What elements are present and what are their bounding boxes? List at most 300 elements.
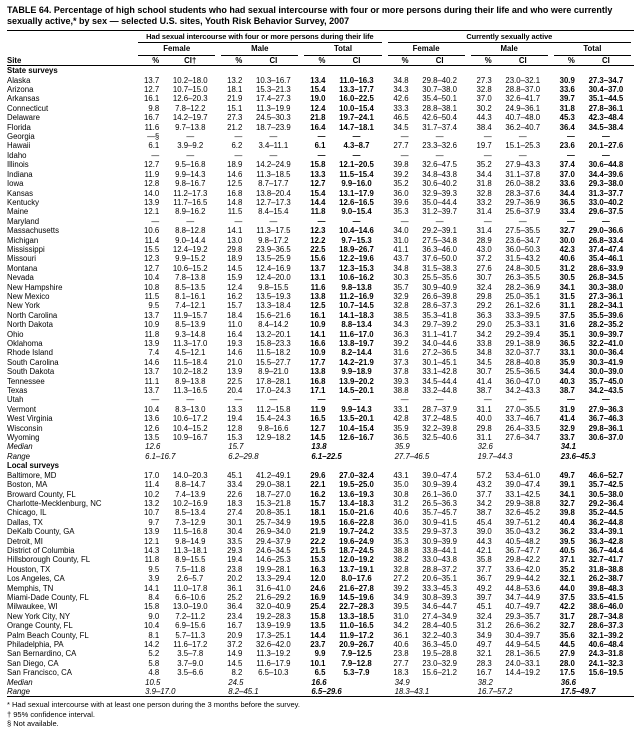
- value-cell: 35.2–44.5: [588, 508, 624, 518]
- value-cell: 30.4: [227, 527, 243, 537]
- value-cell: 8.4–14.2: [258, 320, 289, 330]
- table-row: [7, 123, 634, 132]
- value-cell: 12.4–19.2: [172, 244, 208, 254]
- site-cell: Miami-Dade County, FL: [7, 592, 89, 602]
- site-cell: West Virginia: [7, 414, 53, 424]
- value-cell: 28.8–37.2: [422, 564, 457, 574]
- value-cell: 12.0: [310, 574, 326, 584]
- value-cell: 26.3–35.5: [505, 273, 541, 283]
- value-cell: 38.6–46.0: [588, 602, 624, 612]
- summary-value: 16.6: [311, 677, 327, 687]
- value-cell: 13.7: [310, 263, 326, 273]
- value-cell: 29.8–36.1: [588, 423, 624, 433]
- value-cell: 12.7: [144, 85, 160, 95]
- value-cell: 34.5–38.4: [588, 122, 624, 132]
- value-cell: 31.2: [476, 621, 492, 631]
- value-cell: 15.6: [310, 254, 326, 264]
- group-header-row: [7, 31, 634, 44]
- value-cell: 13.1–17.9: [339, 188, 374, 198]
- value-cell: 29.2–39.4: [505, 329, 541, 339]
- value-cell: 32.7: [559, 498, 575, 508]
- value-cell: 40.6–48.4: [588, 640, 624, 649]
- value-cell: 26.8–33.4: [588, 235, 624, 245]
- value-cell: 14.2: [144, 640, 160, 649]
- value-cell: 18.7–23.9: [256, 122, 291, 132]
- value-cell: 39.8–48.3: [588, 583, 624, 593]
- site-cell: Kentucky: [7, 197, 40, 207]
- value-cell: 33.1–42.8: [422, 367, 457, 377]
- value-cell: 26.5–36.3: [422, 498, 457, 508]
- value-cell: 3.7–9.0: [177, 658, 204, 668]
- summary-row: [7, 442, 634, 451]
- value-cell: 28.8–38.1: [422, 103, 457, 113]
- value-cell: 11.0–16.5: [339, 621, 374, 631]
- value-cell: 33.3: [393, 103, 409, 113]
- value-cell: 38.7: [476, 508, 492, 518]
- table-row: [7, 358, 634, 367]
- value-cell: 27.0–32.4: [339, 470, 374, 480]
- value-cell: 14.6: [227, 348, 243, 358]
- value-cell: 37.5: [559, 310, 575, 320]
- value-cell: 31.2–39.7: [422, 207, 457, 217]
- value-cell: 4.3–8.7: [343, 141, 370, 151]
- value-cell: 14.7–18.1: [339, 122, 374, 132]
- value-cell: 11.2–15.8: [256, 404, 291, 414]
- value-cell: 11.5–16.8: [173, 527, 208, 537]
- value-cell: 11.6–17.2: [173, 640, 208, 649]
- summary-label: Median: [7, 677, 33, 687]
- value-cell: 5.8: [148, 658, 160, 668]
- value-cell: 26.8–34.5: [588, 273, 624, 283]
- value-cell: —: [567, 216, 575, 226]
- table-row: [7, 94, 634, 103]
- value-cell: 30.0–36.4: [588, 348, 624, 358]
- group-header-currently-active-label: Currently sexually active: [388, 31, 631, 43]
- site-cell: Florida: [7, 122, 31, 132]
- value-cell: 40.6: [393, 640, 409, 649]
- table-row: [7, 104, 634, 113]
- value-cell: 9.8–17.2: [258, 235, 289, 245]
- value-cell: 30.3: [393, 273, 409, 283]
- value-cell: 40.0: [476, 414, 492, 424]
- value-cell: 11.3–16.5: [173, 386, 208, 396]
- value-cell: 9.3–14.8: [175, 329, 206, 339]
- value-cell: 32.7–41.7: [588, 555, 624, 565]
- value-cell: 29.0–36.6: [588, 226, 624, 236]
- value-cell: 24.9–36.1: [505, 103, 541, 113]
- value-cell: 37.2–48.5: [422, 414, 457, 424]
- value-cell: 14.5–19.6: [339, 592, 374, 602]
- subgroup-header-total-1: [301, 43, 384, 55]
- value-cell: 27.3–34.7: [588, 75, 624, 85]
- value-cell: —: [400, 216, 409, 226]
- table-body: [7, 66, 634, 697]
- value-cell: 39.8: [559, 508, 575, 518]
- value-cell: 3.9: [148, 574, 160, 584]
- value-cell: 18.1: [310, 508, 326, 518]
- value-cell: 37.5: [559, 592, 575, 602]
- value-cell: 9.8–14.9: [175, 536, 206, 546]
- value-cell: 34.0–44.6: [422, 339, 457, 348]
- table-header: [7, 31, 634, 66]
- value-cell: 37.3: [393, 357, 409, 367]
- value-cell: 15.8–23.3: [256, 339, 291, 348]
- value-cell: 12.7: [144, 160, 160, 170]
- value-cell: —: [269, 132, 278, 142]
- value-cell: 25.5–36.5: [505, 367, 541, 377]
- value-cell: 32.8: [393, 301, 409, 311]
- value-cell: 13.4–18.3: [339, 498, 374, 508]
- value-cell: 23.6: [559, 141, 575, 151]
- col-header-pct: %: [468, 56, 495, 66]
- value-cell: 25.7–34.9: [256, 517, 291, 527]
- site-cell: Baltimore, MD: [7, 470, 57, 480]
- value-cell: 15.3–21.3: [256, 85, 291, 95]
- table-row: [7, 621, 634, 630]
- value-cell: 30.9: [559, 75, 575, 85]
- value-cell: 5.3–7.9: [343, 668, 370, 678]
- value-cell: 33.0–40.2: [588, 197, 624, 207]
- value-cell: —: [400, 132, 409, 142]
- value-cell: —: [483, 132, 492, 142]
- summary-value: 32.6: [477, 442, 493, 452]
- value-cell: 30.3–41.9: [588, 357, 624, 367]
- value-cell: 23.8: [227, 564, 243, 574]
- value-cell: 31.7–37.4: [422, 122, 457, 132]
- value-cell: 37.1: [559, 555, 575, 565]
- value-cell: 12.7: [310, 179, 326, 189]
- value-cell: 39.0: [476, 527, 492, 537]
- subgroup-header-total-2: [551, 43, 634, 55]
- value-cell: 33.4: [227, 480, 243, 490]
- table-row: [7, 348, 634, 357]
- value-cell: 11.5–15.4: [339, 169, 374, 179]
- value-cell: 36.2–40.7: [505, 122, 541, 132]
- value-cell: 32.9: [559, 423, 575, 433]
- value-cell: 11.5–18.4: [173, 357, 208, 367]
- value-cell: 12.1: [144, 207, 160, 217]
- col-header-ci: CI: [412, 56, 468, 66]
- value-cell: 40.6: [559, 254, 575, 264]
- value-cell: 11.3–17.5: [256, 226, 291, 236]
- value-cell: 15.8: [310, 611, 326, 621]
- value-cell: 30.7: [476, 367, 492, 377]
- value-cell: 6.5–10.3: [258, 668, 289, 678]
- value-cell: —: [400, 395, 409, 405]
- value-cell: 19.3: [227, 339, 243, 348]
- value-cell: 32.4: [476, 282, 492, 292]
- table-row: [7, 508, 634, 517]
- value-cell: 27.3: [476, 75, 492, 85]
- value-cell: 22.5: [227, 376, 243, 386]
- value-cell: 30.6–40.2: [422, 179, 457, 189]
- value-cell: 17.8–28.1: [256, 376, 291, 386]
- table-row: [7, 292, 634, 301]
- value-cell: 39.7–51.2: [505, 517, 541, 527]
- value-cell: 22.2: [310, 536, 326, 546]
- value-cell: 6.6–10.6: [175, 592, 206, 602]
- value-cell: 21.6–29.2: [256, 592, 291, 602]
- value-cell: 15.7: [227, 301, 243, 311]
- value-cell: 14.5: [227, 658, 243, 668]
- value-cell: 31.1: [476, 404, 492, 414]
- table-row: [7, 236, 634, 245]
- value-cell: 10.6–15.2: [172, 263, 208, 273]
- value-cell: 33.1: [393, 404, 409, 414]
- table-row: [7, 433, 634, 442]
- table-row: [7, 179, 634, 188]
- table-row: [7, 631, 634, 640]
- value-cell: 11.3–18.5: [256, 169, 291, 179]
- value-cell: 36.2: [559, 527, 575, 537]
- value-cell: 36.5: [559, 339, 575, 348]
- value-cell: 11.8: [310, 207, 326, 217]
- value-cell: 21.9: [227, 94, 243, 104]
- value-cell: 17.1: [310, 386, 326, 396]
- value-cell: 12.4: [310, 103, 326, 113]
- value-cell: 29.2: [476, 301, 492, 311]
- value-cell: 23.3–32.6: [422, 141, 457, 151]
- summary-value: 38.2: [477, 677, 493, 687]
- table-row: [7, 217, 634, 226]
- value-cell: 13.3–29.4: [256, 574, 291, 584]
- value-cell: 10.4: [144, 273, 160, 283]
- value-cell: 36.2–44.8: [588, 517, 624, 527]
- value-cell: 13.5–20.1: [339, 414, 374, 424]
- table-row: [7, 198, 634, 207]
- value-cell: 37.4: [559, 160, 575, 170]
- value-cell: —: [352, 150, 361, 160]
- value-cell: 44.8–53.6: [505, 583, 541, 593]
- value-cell: 10.6: [144, 226, 160, 236]
- value-cell: 44.9–54.5: [505, 640, 541, 649]
- value-cell: 32.8: [476, 188, 492, 198]
- value-cell: —: [602, 216, 610, 226]
- value-cell: —: [317, 395, 326, 405]
- value-cell: 10.6–17.2: [172, 414, 208, 424]
- value-cell: —: [234, 395, 243, 405]
- value-cell: —: [317, 150, 326, 160]
- value-cell: 12.8: [227, 423, 243, 433]
- value-cell: 12.3: [144, 254, 160, 264]
- value-cell: 27.2–36.5: [422, 348, 457, 358]
- footnote-confidence-interval: † 95% confidence interval.: [7, 709, 95, 719]
- value-cell: 42.2: [559, 602, 575, 612]
- summary-value: 10.5: [145, 677, 161, 687]
- value-cell: 34.5: [476, 357, 492, 367]
- value-cell: 30.1: [227, 517, 243, 527]
- value-cell: 10.9: [310, 348, 326, 358]
- value-cell: 8.8–13.4: [341, 320, 372, 330]
- site-cell: Maryland: [7, 216, 40, 226]
- value-cell: 3.4–11.1: [258, 141, 289, 151]
- value-cell: 37.0: [559, 169, 575, 179]
- value-cell: 31.0: [393, 235, 409, 245]
- value-cell: 29.8: [476, 291, 492, 301]
- value-cell: 24.3–31.8: [588, 649, 624, 659]
- value-cell: 23.0–32.9: [422, 658, 457, 668]
- value-cell: —: [602, 395, 610, 405]
- value-cell: 31.6: [393, 348, 409, 358]
- value-cell: 16.4: [227, 329, 243, 339]
- site-cell: Philadelphia, PA: [7, 640, 64, 649]
- value-cell: 18.7–27.0: [256, 489, 291, 499]
- value-cell: 32.2–40.3: [422, 630, 457, 640]
- value-cell: 27.7: [393, 141, 409, 151]
- value-cell: 4.8: [148, 668, 160, 678]
- value-cell: 49.7: [476, 640, 492, 649]
- value-cell: 36.3–42.8: [588, 536, 624, 546]
- table-row: [7, 584, 634, 593]
- site-cell: Illinois: [7, 160, 29, 170]
- value-cell: 29.7–36.9: [505, 197, 541, 207]
- site-cell: San Francisco, CA: [7, 668, 72, 678]
- value-cell: 23.7: [310, 640, 326, 649]
- value-cell: 12.4: [227, 282, 243, 292]
- value-cell: 16.8: [227, 188, 243, 198]
- site-cell: Broward County, FL: [7, 489, 76, 499]
- table-row: [7, 386, 634, 395]
- value-cell: 12.6–20.3: [172, 94, 208, 104]
- summary-row: [7, 678, 634, 687]
- value-cell: —: [483, 216, 492, 226]
- subgroup-label: Total: [554, 43, 631, 55]
- table-row: [7, 330, 634, 339]
- site-cell: Boston, MA: [7, 480, 48, 490]
- value-cell: 34.9: [476, 630, 492, 640]
- value-cell: 10.9: [144, 320, 160, 330]
- value-cell: 29.8–40.2: [422, 75, 457, 85]
- value-cell: 30.5–38.0: [588, 489, 624, 499]
- value-cell: 39.6: [393, 197, 409, 207]
- value-cell: 11.3–19.9: [256, 103, 291, 113]
- value-cell: 28.0: [559, 658, 575, 668]
- value-cell: 39.7: [476, 592, 492, 602]
- table-row: [7, 405, 634, 414]
- value-cell: 31.5: [559, 291, 575, 301]
- site-cell: Chicago, IL: [7, 508, 47, 518]
- value-cell: 25.3–33.1: [505, 320, 541, 330]
- value-cell: 35.7–42.5: [588, 480, 624, 490]
- value-cell: 25.0–35.1: [505, 291, 541, 301]
- value-cell: 29.9–38.8: [505, 498, 541, 508]
- value-cell: 34.8–43.8: [422, 169, 457, 179]
- value-cell: —: [151, 395, 160, 405]
- value-cell: 17.5: [559, 668, 575, 678]
- subgroup-header-male-1: [218, 43, 301, 55]
- value-cell: 23.4: [227, 611, 243, 621]
- subgroup-header-female-1: [135, 43, 218, 55]
- site-cell: Memphis, TN: [7, 583, 54, 593]
- site-cell: Missouri: [7, 254, 37, 264]
- site-cell: Wisconsin: [7, 423, 43, 433]
- value-cell: 17.7: [310, 357, 326, 367]
- value-cell: 20.8–35.1: [256, 508, 291, 518]
- value-cell: 35.3: [393, 536, 409, 546]
- value-cell: 42.1: [476, 545, 492, 555]
- table-row: [7, 593, 634, 602]
- value-cell: 28.3–37.6: [505, 188, 541, 198]
- table-row: [7, 668, 634, 677]
- value-cell: 40.6: [393, 508, 409, 518]
- value-cell: 10.4–15.4: [339, 423, 374, 433]
- value-cell: 35.0–43.2: [505, 527, 541, 537]
- value-cell: 39.8: [393, 160, 409, 170]
- value-cell: 24.6–34.5: [256, 545, 291, 555]
- value-cell: 8.4: [148, 592, 160, 602]
- value-cell: 13.1: [310, 273, 326, 283]
- site-cell: Iowa: [7, 179, 24, 189]
- value-cell: 11.6: [144, 122, 160, 132]
- value-cell: 22.1: [310, 480, 326, 490]
- summary-label: Median: [7, 442, 33, 452]
- value-cell: 8.9–15.5: [175, 555, 206, 565]
- site-cell: New York: [7, 301, 40, 311]
- value-cell: —: [352, 132, 361, 142]
- value-cell: 15.6–21.2: [422, 668, 457, 678]
- value-cell: —: [400, 150, 409, 160]
- value-cell: 8.8–12.8: [175, 226, 206, 236]
- value-cell: 4.5–12.1: [175, 348, 206, 358]
- value-cell: 19.6–24.9: [339, 536, 374, 546]
- value-cell: 19.5–25.0: [339, 480, 374, 490]
- value-cell: 34.6–44.7: [422, 602, 457, 612]
- subgroup-label: Total: [304, 43, 381, 55]
- table-row: [7, 151, 634, 160]
- value-cell: 19.9–28.1: [256, 564, 291, 574]
- value-cell: 16.0–22.5: [339, 94, 374, 104]
- subgroup-label: Male: [221, 43, 298, 55]
- value-cell: 44.3: [476, 113, 492, 123]
- value-cell: 8.3–13.0: [175, 404, 206, 414]
- footnote-currently-active: * Had sexual intercourse with at least one person during the 3 months before the survey.: [7, 700, 300, 710]
- value-cell: 31.4: [476, 207, 492, 217]
- value-cell: 12.2: [310, 235, 326, 245]
- value-cell: 45.1: [476, 602, 492, 612]
- col-header-ci: CI: [578, 56, 634, 66]
- value-cell: 33.6–42.0: [505, 564, 541, 574]
- value-cell: 9.0–14.4: [175, 235, 206, 245]
- value-cell: 7.9–12.5: [341, 649, 372, 659]
- value-cell: 17.0: [144, 470, 160, 480]
- value-cell: 32.6–42.0: [256, 640, 291, 649]
- site-cell: Mississippi: [7, 244, 45, 254]
- site-cell: Delaware: [7, 113, 40, 123]
- value-cell: 19.7: [476, 141, 492, 151]
- table-row: [7, 254, 634, 263]
- value-cell: 36.7–47.7: [505, 545, 541, 555]
- site-cell: Hawaii: [7, 141, 31, 151]
- value-cell: 30.4–37.0: [588, 85, 624, 95]
- value-cell: 32.9–39.3: [422, 188, 457, 198]
- value-cell: 8.9–16.2: [175, 207, 206, 217]
- value-cell: 15.4: [310, 188, 326, 198]
- value-cell: 14.4: [310, 197, 326, 207]
- value-cell: 39.0–47.4: [505, 480, 541, 490]
- value-cell: 39.2: [393, 169, 409, 179]
- value-cell: 27.6: [476, 263, 492, 273]
- value-cell: 18.3: [393, 668, 409, 678]
- value-cell: —: [352, 216, 361, 226]
- value-cell: 9.8–13.8: [341, 282, 372, 292]
- value-cell: 31.8: [476, 179, 492, 189]
- site-cell: Arkansas: [7, 94, 40, 104]
- value-cell: 14.2–21.9: [339, 357, 374, 367]
- table-row: [7, 132, 634, 141]
- col-header-ci: CI: [245, 56, 301, 66]
- value-cell: 9.8: [148, 103, 160, 113]
- value-cell: 13.9: [144, 339, 160, 348]
